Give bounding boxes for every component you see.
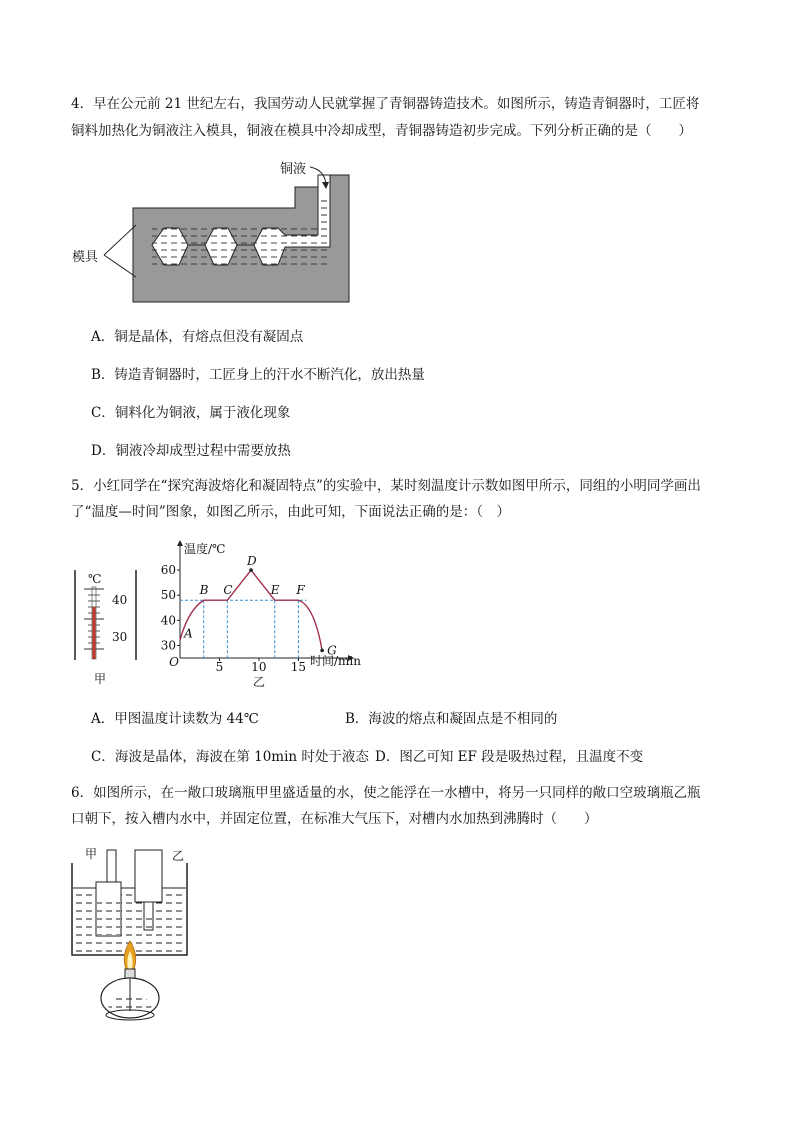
thermometer-tick-40: 40 (112, 593, 128, 607)
water-tank-figure (65, 843, 195, 1033)
thermometer-caption: 甲 (94, 672, 107, 686)
q5-option-a: A．甲图温度计读数为 44℃ (91, 711, 259, 727)
x-tick-label: 15 (290, 660, 307, 674)
q5-stem-line1: 5．小红同学在“探究海波熔化和凝固特点”的实验中，某时刻温度计示数如图甲所示，同组的小明同学画出 (71, 478, 701, 494)
q5-option-b: B．海波的熔点和凝固点是不相同的 (345, 711, 558, 727)
bottle-b-label: 乙 (172, 849, 185, 863)
y-tick-label: 50 (160, 588, 176, 603)
x-tick-label: 5 (215, 660, 224, 674)
y-axis-label: 温度/℃ (184, 542, 226, 556)
point-label-D: D (247, 554, 257, 569)
mold-figure (60, 155, 360, 305)
point-label-B: B (199, 583, 209, 598)
q6-stem-line2: 口朝下，按入槽内水中，并固定位置，在标准大气压下，对槽内水加热到沸腾时（ ） (71, 811, 598, 827)
temperature-curve (180, 570, 322, 650)
q6-stem-line1: 6．如图所示，在一敞口玻璃瓶甲里盛适量的水，使之能浮在一水槽中，将另一只同样的敞口空玻璃瓶乙瓶 (71, 785, 701, 801)
x-axis-label: 时间/min (310, 654, 361, 668)
temperature-time-chart (160, 538, 370, 688)
q4-option-d: D．铜液冷却成型过程中需要放热 (91, 443, 291, 459)
point-label-G: G (327, 643, 337, 658)
point-D (249, 568, 253, 572)
thermometer-liquid (93, 607, 96, 659)
q4-option-b: B．铸造青铜器时，工匠身上的汗水不断汽化，放出热量 (91, 367, 425, 383)
thermometer-unit: ℃ (88, 572, 102, 586)
q5-option-d: D．图乙可知 EF 段是吸热过程，且温度不变 (375, 749, 644, 765)
q5-stem-line2: 了“温度—时间”图象，如图乙所示，由此可知，下面说法正确的是：（ ） (71, 504, 511, 520)
point-label-A: A (184, 626, 193, 641)
q4-option-a: A．铜是晶体，有熔点但没有凝固点 (91, 329, 304, 345)
q4-option-c: C．铜料化为铜液，属于液化现象 (91, 405, 291, 421)
bottle-a-label: 甲 (85, 847, 98, 861)
point-G (320, 649, 324, 653)
bottle-b (135, 850, 162, 902)
point-label-F: F (296, 583, 305, 598)
y-tick-label: 40 (160, 613, 176, 628)
liquid-label: 铜液 (280, 162, 307, 177)
origin-label: O (169, 655, 179, 669)
y-tick-label: 60 (160, 563, 176, 578)
q4-stem-line1: 4．早在公元前 21 世纪左右，我国劳动人民就掌握了青铜器铸造技术。如图所示，铸造青铜器时，工匠将 (71, 96, 700, 112)
chart-caption: 乙 (252, 675, 265, 689)
q5-option-c: C．海波是晶体，海波在第 10min 时处于液态 (91, 749, 369, 765)
x-tick-label: 10 (251, 660, 267, 674)
bottle-a-neck (107, 850, 116, 882)
y-tick-label: 30 (160, 638, 176, 653)
thermometer-figure (68, 565, 148, 685)
thermometer-tick-30: 30 (112, 630, 128, 644)
y-axis-arrow (177, 540, 183, 546)
q4-stem-line2: 铜料加热化为铜液注入模具，铜液在模具中冷却成型，青铜器铸造初步完成。下列分析正确的是（ ） (71, 123, 692, 139)
mold-label: 模具 (72, 250, 99, 265)
point-label-C: C (223, 583, 233, 598)
point-label-E: E (270, 583, 280, 598)
